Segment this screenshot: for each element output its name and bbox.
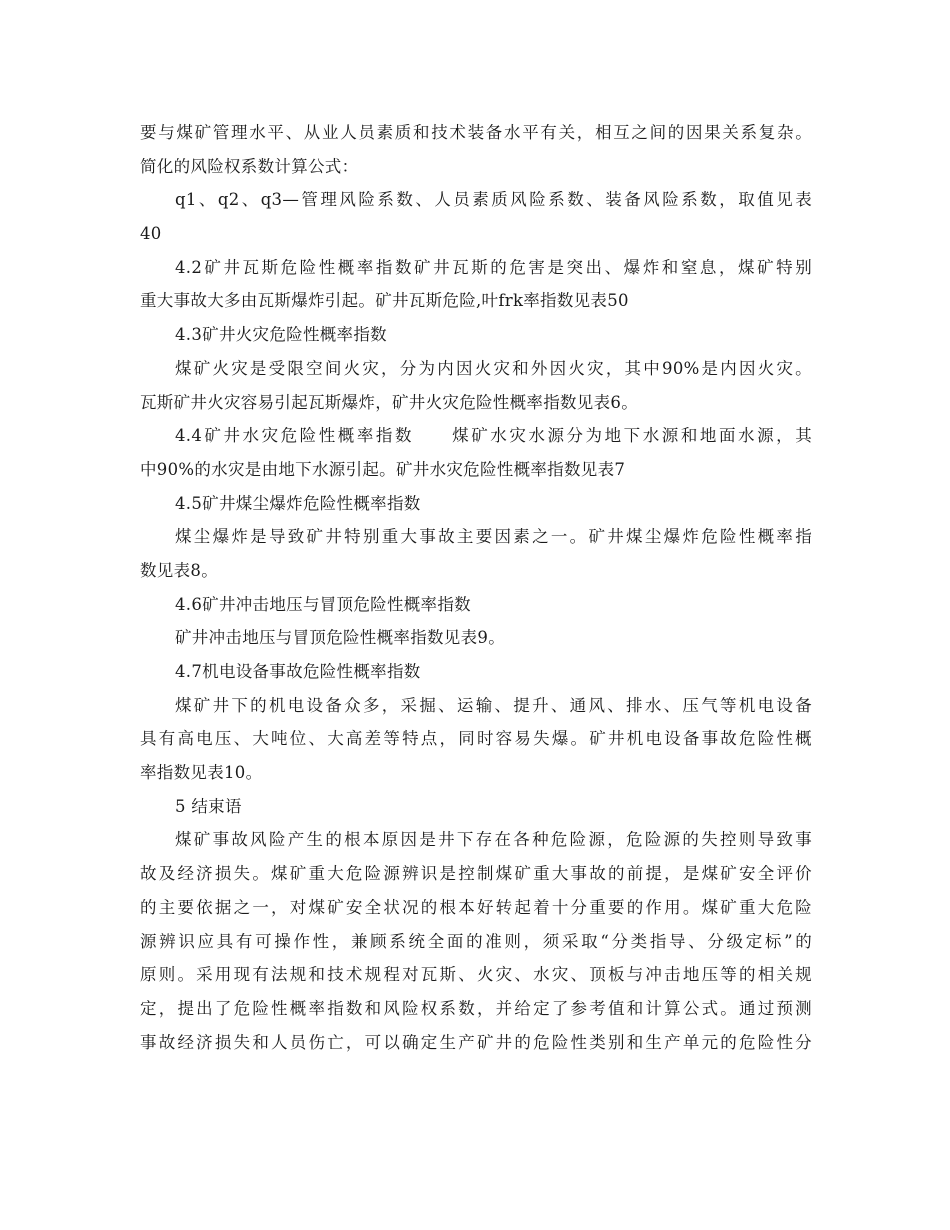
text-line: 煤矿事故风险产生的根本原因是井下存在各种危险源，危险源的失控则导致事 (175, 830, 812, 850)
text-line: 的主要依据之一，对煤矿安全状况的根本好转起着十分重要的作用。煤矿重大危险 (140, 897, 812, 917)
text-line: 故及经济损失。煤矿重大危险源辨识是控制煤矿重大事故的前提，是煤矿安全评价 (140, 864, 812, 884)
text-line: 矿井冲击地压与冒顶危险性概率指数见表9。 (175, 628, 505, 648)
document-body (140, 116, 812, 1059)
text-line: 数见表8。 (140, 560, 218, 580)
text-line: 煤尘爆炸是导致矿井特别重大事故主要因素之一。矿井煤尘爆炸危险性概率指 (175, 527, 812, 547)
text-line: 原则。采用现有法规和技术规程对瓦斯、火灾、水灾、顶板与冲击地压等的相关规 (140, 965, 812, 985)
section-heading-4-5: 4.5矿井煤尘爆炸危险性概率指数 (175, 493, 421, 513)
section-heading-4-2: 4.2矿井瓦斯危险性概率指数矿井瓦斯的危害是突出、爆炸和窒息，煤矿特别 (175, 257, 812, 277)
text-line: 煤矿井下的机电设备众多，采掘、运输、提升、通风、排水、压气等机电设备 (175, 695, 812, 715)
text-line: 要与煤矿管理水平、从业人员素质和技术装备水平有关，相互之间的因果关系复杂。 (140, 123, 812, 142)
text-line: 率指数见表10。 (140, 763, 263, 783)
text-line: 事故经济损失和人员伤亡，可以确定生产矿井的危险性类别和生产单元的危险性分 (140, 1032, 812, 1052)
text-line: 40 (140, 224, 162, 244)
text-line: 中90%的水灾是由地下水源引起。矿井水灾危险性概率指数见表7 (140, 459, 626, 479)
section-heading-4-3: 4.3矿井火灾危险性概率指数 (175, 325, 387, 345)
text-line: 瓦斯矿井火灾容易引起瓦斯爆炸，矿井火灾危险性概率指数见表6。 (140, 392, 638, 412)
text-line: 煤矿火灾是受限空间火灾，分为内因火灾和外因火灾，其中90%是内因火灾。 (175, 358, 812, 378)
section-heading-4-6: 4.6矿井冲击地压与冒顶危险性概率指数 (175, 594, 471, 614)
text-line: q1、q2、q3—管理风险系数、人员素质风险系数、装备风险系数，取值见表 (175, 190, 812, 210)
text-line: 定，提出了危险性概率指数和风险权系数，并给定了参考值和计算公式。通过预测 (140, 998, 812, 1018)
section-heading-4-4: 4.4矿井水灾危险性概率指数 煤矿水灾水源分为地下水源和地面水源，其 (175, 426, 812, 446)
text-line: 源辨识应具有可操作性，兼顾系统全面的准则，须采取“分类指导、分级定标”的 (140, 931, 812, 951)
text-line: 简化的风险权系数计算公式： (140, 156, 359, 176)
text-line: 重大事故大多由瓦斯爆炸引起。矿井瓦斯危险,叶frk率指数见表50 (140, 291, 629, 311)
section-heading-5: 5 结束语 (175, 796, 242, 816)
section-heading-4-7: 4.7机电设备事故危险性概率指数 (175, 662, 421, 681)
text-line: 具有高电压、大吨位、大高差等特点，同时容易失爆。矿井机电设备事故危险性概 (140, 729, 812, 749)
